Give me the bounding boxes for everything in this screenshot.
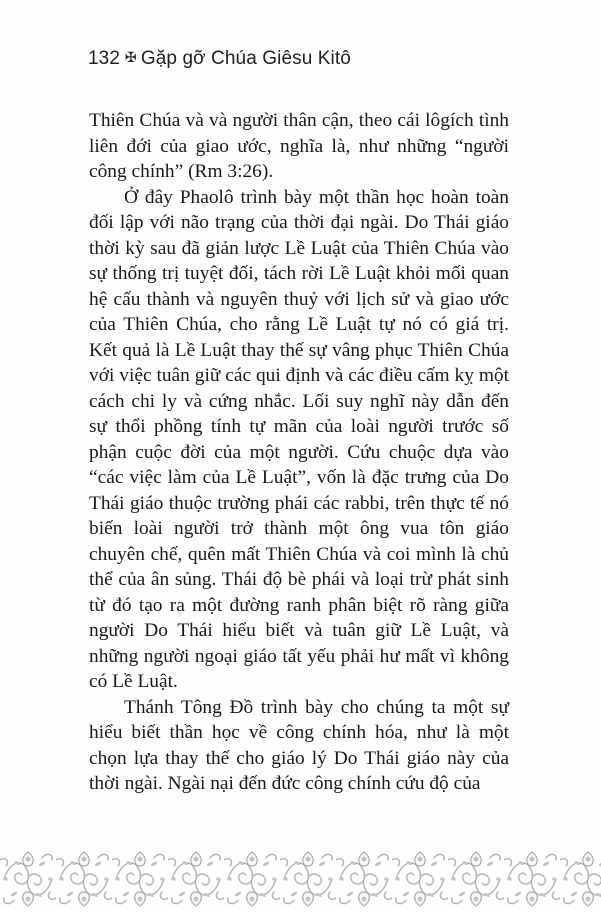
paragraph-3: Thánh Tông Đồ trình bày cho chúng ta một sự hiểu biết thần học về công chính hóa, như là một chọn lựa thay thế cho giáo lý Do Thái giáo này của thời ngài. Ngài nại đến đức công chính cứu độ của	[89, 696, 509, 794]
paragraph-1: Thiên Chúa và và người thân cận, theo cái lôgích tình liên đới của giao ước, nghĩa là, như những “người công chính” (Rm 3:26).	[89, 110, 509, 182]
cross-separator-icon: ✠	[125, 49, 137, 65]
running-header	[88, 48, 351, 70]
book-title: Gặp gỡ Chúa Giêsu Kitô	[140, 48, 351, 69]
page-number: 132	[88, 48, 121, 69]
paragraph-2: Ở đây Phaolô trình bày một thần học hoàn toàn đối lập với não trạng của thời đại ngài. Do Thái giáo thời kỳ sau đã giản lược Lề Luật của Thiên Chúa vào sự thống trị tuyệt đối, tách rời Lề Luật khỏi mối quan hệ cấu thành và nguyên thuỷ với lịch sử và giao ước của Thiên Chúa, cho rằng Lề Luật tự nó có giá trị. Kết quả là Lề Luật thay thế sự vâng phục Thiên Chúa với việc tuân giữ các qui định và các điều cấm kỵ một cách chi ly và cứng nhắc. Lối suy nghĩ này dẫn đến sự thổi phồng tính tự mãn của loài người trước số phận cuộc đời của một người. Cứu chuộc dựa vào “các việc làm của Lề Luật”, vốn là đặc trưng của Do Thái giáo thuộc trường phái các rabbi, trên thực tế nó biến loài người trở thành một ông vua tôn giáo chuyên chế, quên mất Thiên Chúa và coi mình là chủ thể của ân sủng. Thái độ bè phái và loại trừ phát sinh từ đó tạo ra một đường ranh phân biệt rõ ràng giữa người Do Thái hiểu biết và tuân giữ Lề Luật, và những người ngoại giáo tất yếu phải hư mất vì không có Lề Luật.	[89, 186, 509, 692]
floral-border-ornament	[0, 848, 601, 910]
bottom-margin	[0, 910, 601, 923]
body-text	[89, 108, 509, 797]
